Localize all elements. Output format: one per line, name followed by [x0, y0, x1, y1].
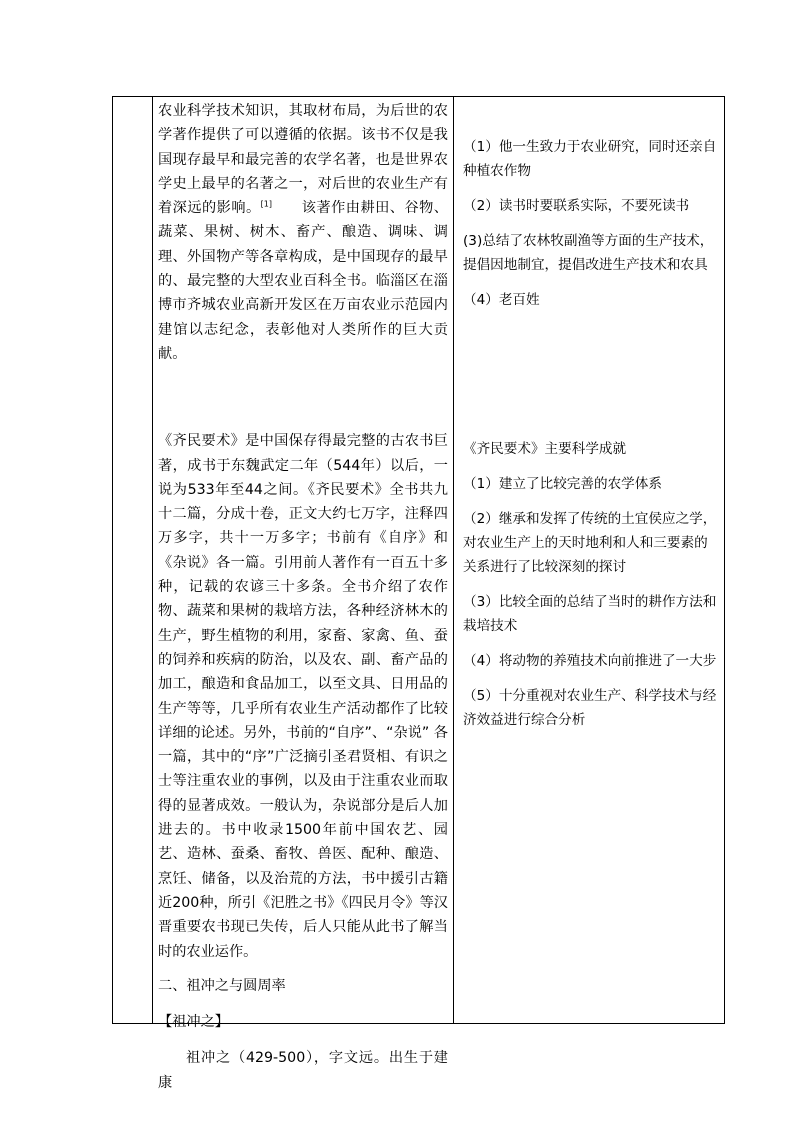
paragraph-text: 该著作由耕田、谷物、蔬菜、果树、树木、畜产、酿造、调味、调理、外国物产等各章构成，是中国现存的最早的、最完整的大型农业百科全书。临淄区在淄博市齐城农业高新开发区在万亩农业示范园内建馆以志纪念，表彰他对人类所作的巨大贡献。 [158, 200, 448, 362]
paragraph-zu-chongzhi: 祖冲之（429-500），字文远。出生于建康 [158, 1050, 448, 1091]
notes-column [463, 97, 721, 1023]
footnote-reference[interactable]: [1] [260, 199, 272, 209]
note-item: （4）老百姓 [463, 292, 540, 308]
paragraph-qimin-yaoshu: 《齐民要术》是中国保存得最完整的古农书巨著，成书于东魏武定二年（544年）以后，一说为533年至44之间。《齐民要术》全书共九十二篇，分成十卷，正文大约七万字，注释四万多字，共十一万多字；书前有《自序》和《杂说》各一篇。引用前人著作有一百五十多种，记载的农谚三十多条。全书介绍了农作物、蔬菜和果树的栽培方法，各种经济林木的生产，野生植物的利用，家畜、家禽、鱼、蚕的饲养和疾病的防治，以及农、副、畜产品的加工，酿造和食品加工，以至文具、日用品的生产等等，几乎所有农业生产活动都作了比较详细的论述。另外，书前的“自序”、“杂说” 各一篇，其中的“序”广泛摘引圣君贤相、有识之士等注重农业的事例，以及由于注重农业而取得的显著成效。一般认为，杂说部分是后人加进去的。书中收录1500年前中国农艺、园艺、造林、蚕桑、畜牧、兽医、配种、酿造、烹饪、储备，以及治荒的方法，书中援引古籍近200种，所引《汜胜之书》《四民月令》等汉晋重要农书现已失传，后人只能从此书了解当时的农业运作。 [158, 433, 448, 960]
text-column [158, 97, 448, 1091]
achievement-item: （5）十分重视对农业生产、科学技术与经济效益进行综合分析 [463, 688, 717, 728]
paragraph-qimin-intro-cont [158, 99, 448, 366]
content-table [112, 96, 725, 1091]
column-divider-left [152, 97, 153, 1023]
achievement-item: （4）将动物的养殖技术向前推进了一大步 [463, 653, 717, 669]
subsection-heading: 【祖冲之】 [158, 1014, 229, 1031]
achievements-title: 《齐民要术》主要科学成就 [463, 441, 627, 457]
section-heading: 二、祖冲之与圆周率 [158, 977, 286, 994]
achievement-item: （3）比较全面的总结了当时的耕作方法和栽培技术 [463, 594, 717, 634]
paragraph-text: 农业科学技术知识，其取材布局，为后世的农学著作提供了可以遵循的依据。该书不仅是我国现存最早和最完善的农学名著，也是世界农学史上最早的名著之一，对后世的农业生产有着深远的影响。 [158, 103, 448, 217]
achievement-item: （2）继承和发挥了传统的土宜侯应之学，对农业生产上的天时地利和人和三要素的关系进行了比较深刻的探讨 [463, 511, 717, 575]
achievement-item: （1）建立了比较完善的农学体系 [463, 476, 662, 492]
note-item: （1）他一生致力于农业研究，同时还亲自种植农作物 [463, 139, 717, 179]
note-item: (3)总结了农林牧副渔等方面的生产技术，提倡因地制宜，提倡改进生产技术和农具 [463, 233, 714, 273]
column-divider-right [453, 97, 454, 1023]
note-item: （2）读书时要联系实际，不要死读书 [463, 198, 690, 214]
